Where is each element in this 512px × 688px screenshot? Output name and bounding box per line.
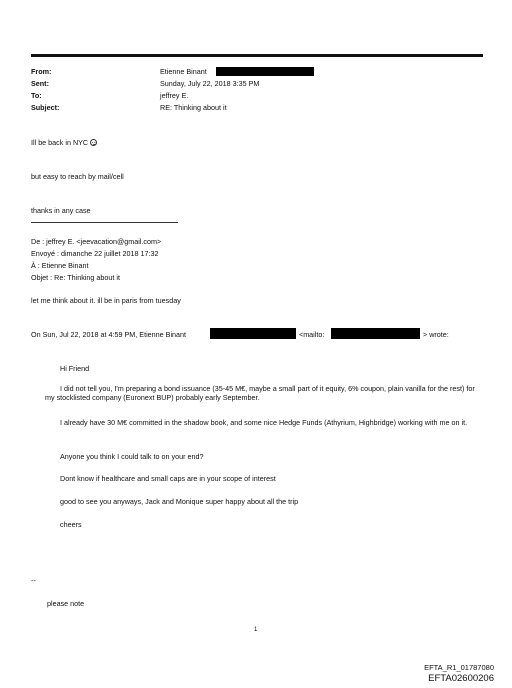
- original-greeting: Hi Friend: [60, 364, 90, 373]
- redaction-box: [331, 328, 420, 339]
- wrote-suffix: > wrote:: [423, 330, 449, 339]
- body-line-nyc: [31, 138, 97, 147]
- original-signoff: cheers: [60, 520, 82, 529]
- original-paragraph: Anyone you think I could talk to on your end?: [60, 452, 204, 461]
- redaction-box: [216, 67, 314, 76]
- body-line-reach: but easy to reach by mail/cell: [31, 172, 124, 181]
- please-note: please note: [47, 599, 85, 608]
- quote-separator: [31, 222, 178, 223]
- sent-label: Sent:: [31, 79, 49, 88]
- quoted-sent: Envoyé : dimanche 22 juillet 2018 17:32: [31, 249, 159, 258]
- signature-dashes: --: [31, 576, 36, 585]
- original-paragraph: good to see you anyways, Jack and Monique super happy about all the trip: [60, 497, 299, 506]
- header-rule: [31, 54, 483, 57]
- original-paragraph: Dont know if healthcare and small caps are in your scope of interest: [60, 474, 276, 483]
- to-label: To:: [31, 91, 42, 100]
- from-value: Etienne Binant: [160, 67, 207, 76]
- from-label: From:: [31, 67, 52, 76]
- smiley-icon: [90, 139, 97, 146]
- to-value: jeffrey E.: [160, 91, 189, 100]
- original-paragraph: I did not tell you, I'm preparing a bond issuance (35-45 M€, maybe a small part of it equity, 6% coupon, plain vanilla for the rest) for my stocklisted company (Euronext BUP) probably early September.: [45, 384, 475, 402]
- subject-label: Subject:: [31, 103, 60, 112]
- page-number: 1: [254, 627, 258, 633]
- quoted-to: À : Etienne Binant: [31, 261, 89, 270]
- wrote-mailto: <mailto:: [299, 330, 325, 339]
- original-paragraph: I already have 30 M€ committed in the shadow book, and some nice Hedge Funds (Athyrium, Highbridge) working with me on it.: [60, 418, 468, 427]
- wrote-prefix: On Sun, Jul 22, 2018 at 4:59 PM, Etienne Binant: [31, 330, 187, 339]
- quoted-subject: Objet : Re: Thinking about it: [31, 273, 120, 282]
- subject-value: RE: Thinking about it: [160, 103, 227, 112]
- footer-id-primary: EFTA_R1_01787080: [424, 663, 494, 672]
- footer-id-secondary: EFTA02600206: [428, 673, 494, 684]
- body-line-thanks: thanks in any case: [31, 206, 91, 215]
- quoted-from: De : jeffrey E. <jeevacation@gmail.com>: [31, 237, 162, 246]
- reply-line: let me think about it. ill be in paris from tuesday: [31, 296, 181, 305]
- body-line-nyc-text: Ill be back in NYC: [31, 138, 89, 147]
- redaction-box: [210, 328, 296, 339]
- sent-value: Sunday, July 22, 2018 3:35 PM: [160, 79, 260, 88]
